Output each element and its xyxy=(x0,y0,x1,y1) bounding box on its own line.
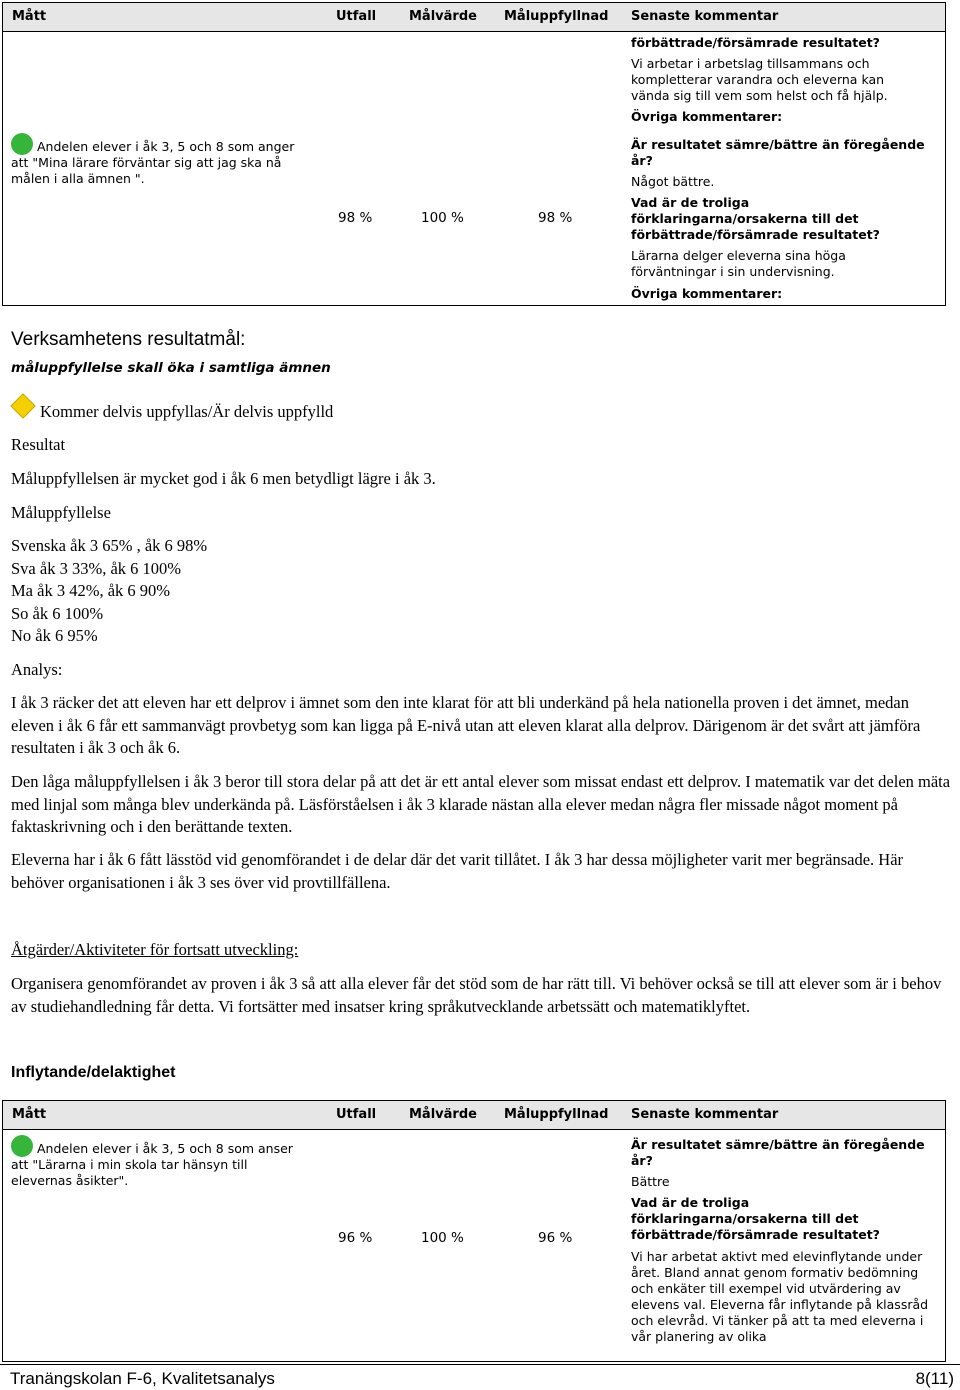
results-table-2 xyxy=(2,1100,946,1362)
col-header-maluppfyllnad: Måluppfyllnad xyxy=(504,9,609,24)
analys-label: Analys: xyxy=(11,660,63,679)
comment-ovriga-label: Övriga kommentarer: xyxy=(631,109,783,124)
col-header-matt: Mått xyxy=(12,9,47,24)
footer-page-number: 8(11) xyxy=(915,1369,954,1388)
comment-answer-1: Något bättre. xyxy=(631,174,715,189)
section-subheading: måluppfyllelse skall öka i samtliga ämnen xyxy=(11,360,331,376)
green-status-icon xyxy=(11,1135,33,1157)
footer-divider xyxy=(0,1364,960,1365)
analys-paragraph-2: Den låga måluppfyllelsen i åk 3 beror till stora delar på att det är ett antal elever som missat endast ett delprov. I matematik var det delen mäta med linjal som många blev underkända på. Läsförståelsen i åk 3 klarade nästan alla elever medan några fler missade något moment på faktaskrivning och i den berättande texten. xyxy=(11,772,951,836)
col-header-utfall: Utfall xyxy=(336,1107,377,1122)
comment-answer-2: Lärarna delger eleverna sina höga förväntningar i sin undervisning. xyxy=(631,248,846,279)
col-header-kommentar: Senaste kommentar xyxy=(631,9,779,24)
footer-title: Tranängskolan F-6, Kvalitetsanalys xyxy=(10,1369,275,1388)
green-status-icon xyxy=(11,133,33,155)
col-header-malvarde: Målvärde xyxy=(409,9,477,24)
measure-cell xyxy=(11,1135,311,1189)
maluppfyllnad-value: 98 % xyxy=(538,210,573,226)
comment-continued-question: förbättrade/försämrade resultatet? xyxy=(631,35,880,50)
results-table-1 xyxy=(2,2,946,306)
malvarde-value: 100 % xyxy=(421,1230,464,1246)
status-text: Kommer delvis uppfyllas/Är delvis uppfylld xyxy=(40,402,334,421)
table-header xyxy=(3,1101,945,1130)
comment-question-2: Vad är de troliga förklaringarna/orsakerna till det förbättrade/försämrade resultatet? xyxy=(631,1195,880,1242)
comment-question-1: Är resultatet sämre/bättre än föregående år? xyxy=(631,137,925,168)
col-header-kommentar: Senaste kommentar xyxy=(631,1107,779,1122)
inflytande-heading: Inflytande/delaktighet xyxy=(11,1064,176,1081)
analys-paragraph-1: I åk 3 räcker det att eleven har ett delprov i ämnet som den inte klarat för att bli underkänd på hela nationella proven i det ämnet, medan eleven i åk 6 får ett sammanvägt provbetyg som kan ligga på E-nivå utan att eleven klarat alla delprov. Därigenom är det svårt att jämföra resultaten i åk 3 och åk 6. xyxy=(11,693,921,757)
analys-paragraph-3: Eleverna har i åk 6 fått lässtöd vid genomförandet i de delar där det varit tillåtet. I åk 3 har dessa möjligheter varit mer begränsade. Här behöver organisationen i åk 3 ses över vid provtillfällena. xyxy=(11,850,904,892)
comment-continued-answer: Vi arbetar i arbetslag tillsammans och kompletterar varandra och eleverna kan vända sig till vem som helst och få hjälp. xyxy=(631,56,888,103)
resultat-text: Måluppfyllelsen är mycket god i åk 6 men betydligt lägre i åk 3. xyxy=(11,469,436,488)
table-header xyxy=(3,3,945,32)
list-item: So åk 6 100% xyxy=(11,603,104,623)
maluppfyllelse-label: Måluppfyllelse xyxy=(11,503,111,522)
resultat-label: Resultat xyxy=(11,435,66,454)
col-header-matt: Mått xyxy=(12,1107,47,1122)
col-header-maluppfyllnad: Måluppfyllnad xyxy=(504,1107,609,1122)
comment-answer-1: Bättre xyxy=(631,1174,670,1189)
yellow-diamond-icon xyxy=(10,393,35,418)
col-header-utfall: Utfall xyxy=(336,9,377,24)
comment-question-2: Vad är de troliga förklaringarna/orsakerna till det förbättrade/försämrade resultatet? xyxy=(631,195,880,242)
maluppfyllnad-value: 96 % xyxy=(538,1230,573,1246)
list-item: No åk 6 95% xyxy=(11,626,98,645)
list-item: Sva åk 3 33%, åk 6 100% xyxy=(11,558,182,578)
list-item: Svenska åk 3 65% , åk 6 98% xyxy=(11,536,208,555)
maluppfyllelse-list xyxy=(11,535,207,648)
comment-ovriga-label-2: Övriga kommentarer: xyxy=(631,286,783,301)
measure-cell xyxy=(11,133,311,187)
col-header-malvarde: Målvärde xyxy=(409,1107,477,1122)
utfall-value: 96 % xyxy=(338,1230,373,1246)
utfall-value: 98 % xyxy=(338,210,373,226)
measure-text: Andelen elever i åk 3, 5 och 8 som anger att "Mina lärare förväntar sig att jag ska nå målen i alla ämnen ". xyxy=(11,139,295,186)
measure-text: Andelen elever i åk 3, 5 och 8 som anser att "Lärarna i min skola tar hänsyn till elevernas åsikter". xyxy=(11,1141,293,1188)
list-item: Ma åk 3 42%, åk 6 90% xyxy=(11,581,171,600)
atgarder-text: Organisera genomförandet av proven i åk 3 så att alla elever får det stöd som de har rätt till. Vi behöver också se till att elever som är i behov av studiehandledning får detta. Vi fortsätter med insatser kring språkutvecklande arbetssätt och matematiklyftet. xyxy=(11,974,942,1016)
comment-question-1: Är resultatet sämre/bättre än föregående år? xyxy=(631,1137,925,1168)
comment-answer-2: Vi har arbetat aktivt med elevinflytande under året. Bland annat genom formativ bedömning och enkäter till exempel vid utvärdering av elevens val. Eleverna får inflytande på klassråd och elevråd. Vi tänker på att ta med eleverna i vår planering av olika xyxy=(631,1249,929,1344)
section-heading: Verksamhetens resultatmål: xyxy=(11,329,246,350)
atgarder-label: Åtgärder/Aktiviteter för fortsatt utveckling: xyxy=(11,940,299,959)
malvarde-value: 100 % xyxy=(421,210,464,226)
